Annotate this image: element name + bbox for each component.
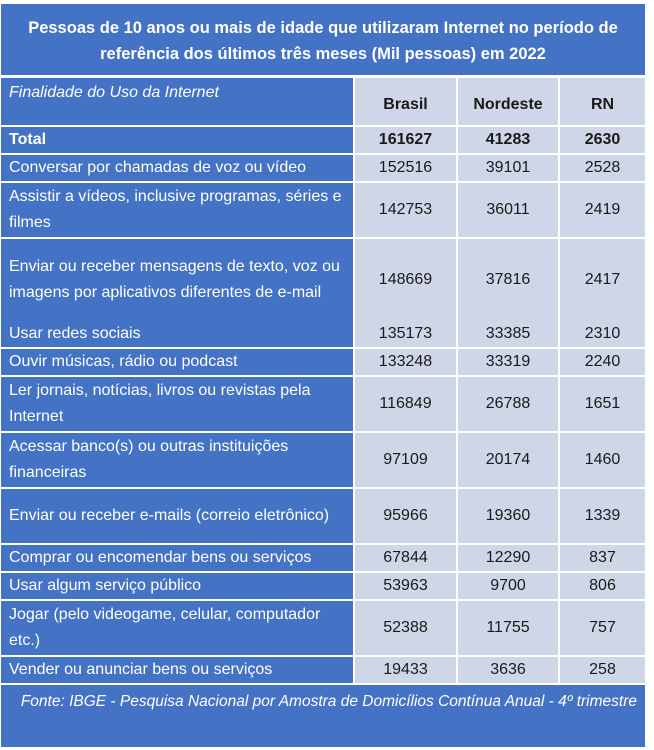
cell-rn: 2419	[559, 182, 645, 238]
cell-brasil: 161627	[354, 126, 457, 154]
cell-nordeste: 20174	[457, 432, 559, 488]
cell-brasil: 135173	[354, 320, 457, 348]
header-rn: RN	[559, 78, 645, 126]
cell-brasil: 52388	[354, 600, 457, 656]
table-row	[1, 572, 645, 600]
row-label: Ler jornais, notícias, livros ou revistas pela Internet	[1, 376, 354, 432]
cell-rn: 806	[559, 572, 645, 600]
row-label: Vender ou anunciar bens ou serviços	[1, 656, 354, 684]
cell-rn: 1339	[559, 488, 645, 544]
row-label: Comprar ou encomendar bens ou serviços	[1, 544, 354, 572]
header-row	[1, 78, 645, 126]
cell-nordeste: 9700	[457, 572, 559, 600]
cell-nordeste: 37816	[457, 238, 559, 320]
cell-nordeste: 36011	[457, 182, 559, 238]
row-label: Conversar por chamadas de voz ou vídeo	[1, 154, 354, 182]
usage-table	[1, 78, 645, 685]
table-row	[1, 182, 645, 238]
cell-brasil: 53963	[354, 572, 457, 600]
table-row	[1, 154, 645, 182]
cell-nordeste: 41283	[457, 126, 559, 154]
cell-brasil: 19433	[354, 656, 457, 684]
cell-nordeste: 39101	[457, 154, 559, 182]
cell-rn: 1651	[559, 376, 645, 432]
cell-nordeste: 33385	[457, 320, 559, 348]
cell-brasil: 95966	[354, 488, 457, 544]
table-row	[1, 348, 645, 376]
table-row	[1, 488, 645, 544]
table-row-total	[1, 126, 645, 154]
cell-brasil: 67844	[354, 544, 457, 572]
cell-nordeste: 3636	[457, 656, 559, 684]
data-table-figure	[1, 4, 645, 747]
cell-rn: 2630	[559, 126, 645, 154]
table-row	[1, 432, 645, 488]
cell-brasil: 148669	[354, 238, 457, 320]
row-label: Total	[1, 126, 354, 154]
header-purpose-label: Finalidade do Uso da Internet	[1, 78, 354, 126]
cell-brasil: 133248	[354, 348, 457, 376]
row-label: Acessar banco(s) ou outras instituições financeiras	[1, 432, 354, 488]
cell-rn: 837	[559, 544, 645, 572]
table-row	[1, 238, 645, 320]
row-label: Assistir a vídeos, inclusive programas, séries e filmes	[1, 182, 354, 238]
cell-brasil: 97109	[354, 432, 457, 488]
table-title-line-1: Pessoas de 10 anos ou mais de idade que utilizaram Internet no período de	[28, 19, 618, 37]
cell-brasil: 142753	[354, 182, 457, 238]
cell-rn: 258	[559, 656, 645, 684]
source-footnote: Fonte: IBGE - Pesquisa Nacional por Amostra de Domicílios Contínua Anual - 4º trimestre	[1, 685, 645, 747]
table-row	[1, 600, 645, 656]
row-label: Jogar (pelo videogame, celular, computador etc.)	[1, 600, 354, 656]
table-row	[1, 544, 645, 572]
cell-nordeste: 19360	[457, 488, 559, 544]
cell-nordeste: 26788	[457, 376, 559, 432]
cell-nordeste: 33319	[457, 348, 559, 376]
row-label: Ouvir músicas, rádio ou podcast	[1, 348, 354, 376]
cell-brasil: 116849	[354, 376, 457, 432]
cell-brasil: 152516	[354, 154, 457, 182]
cell-nordeste: 11755	[457, 600, 559, 656]
table-row	[1, 376, 645, 432]
cell-rn: 2240	[559, 348, 645, 376]
row-label: Enviar ou receber mensagens de texto, voz ou imagens por aplicativos diferentes de e-mail	[1, 238, 354, 320]
table-row	[1, 656, 645, 684]
cell-rn: 757	[559, 600, 645, 656]
header-nordeste: Nordeste	[457, 78, 559, 126]
cell-rn: 2528	[559, 154, 645, 182]
row-label: Usar redes sociais	[1, 320, 354, 348]
table-title	[1, 4, 645, 78]
cell-rn: 2310	[559, 320, 645, 348]
row-label: Usar algum serviço público	[1, 572, 354, 600]
table-title-line-2: referência dos últimos três meses (Mil pessoas) em 2022	[100, 45, 546, 63]
row-label: Enviar ou receber e-mails (correio eletrônico)	[1, 488, 354, 544]
cell-rn: 1460	[559, 432, 645, 488]
cell-rn: 2417	[559, 238, 645, 320]
table-row	[1, 320, 645, 348]
header-brasil: Brasil	[354, 78, 457, 126]
cell-nordeste: 12290	[457, 544, 559, 572]
